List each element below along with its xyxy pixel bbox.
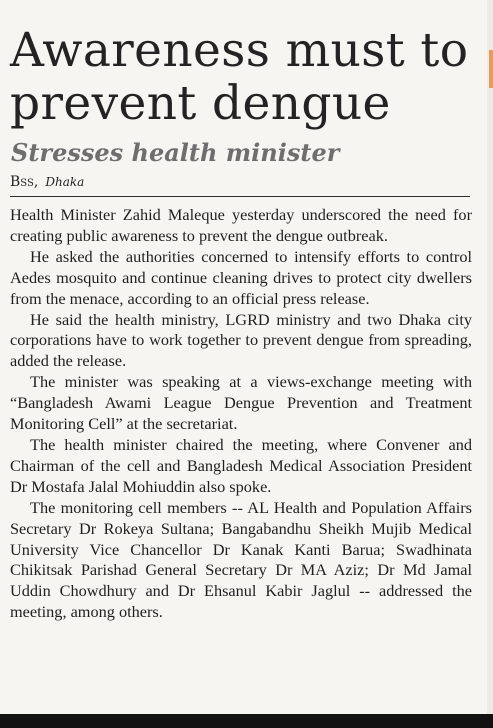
byline-divider [10,196,470,197]
paragraph-6: The monitoring cell members -- AL Health and Population Affairs Secretary Dr Rokeya Sultana; Bangabandhu Sheikh Mujib Medical University Vice Chancellor Dr Kanak Kanti Barua; Swadhinata Chikitsak Parishad General Secretary Dr MA Aziz; Dr Md Jamal Uddin Chowdhury and Dr Ehsanul Kabir Jaglul -- addressed the meeting, among others. [10,497,472,622]
news-article [10,24,472,623]
paragraph-1: Health Minister Zahid Maleque yesterday underscored the need for creating public awareness to prevent the dengue outbreak. [10,205,472,245]
article-body [10,205,472,623]
byline [10,174,472,191]
paragraph-3: He said the health ministry, LGRD ministry and two Dhaka city corporations have to work together to prevent dengue from spreading, added the release. [10,309,472,371]
byline-agency: Bss, [10,174,39,190]
byline-location: Dhaka [45,175,85,189]
paragraph-5: The health minister chaired the meeting, where Convener and Chairman of the cell and Bangladesh Medical Association President Dr Mostafa Jalal Mohiuddin also spoke. [10,434,472,496]
page-bottom-bar [0,714,493,728]
paragraph-4: The minister was speaking at a views-exchange meeting with “Bangladesh Awami League Dengue Prevention and Treatment Monitoring Cell” at the secretariat. [10,372,472,434]
headline: Awareness must to prevent dengue [10,23,469,131]
paragraph-2: He asked the authorities concerned to intensify efforts to control Aedes mosquito and continue cleaning drives to protect city dwellers from the menace, according to an official press release. [10,246,472,308]
page-edge-strip [487,0,493,728]
adjacent-column-edge [489,50,493,88]
subheadline: Stresses health minister [11,138,340,167]
